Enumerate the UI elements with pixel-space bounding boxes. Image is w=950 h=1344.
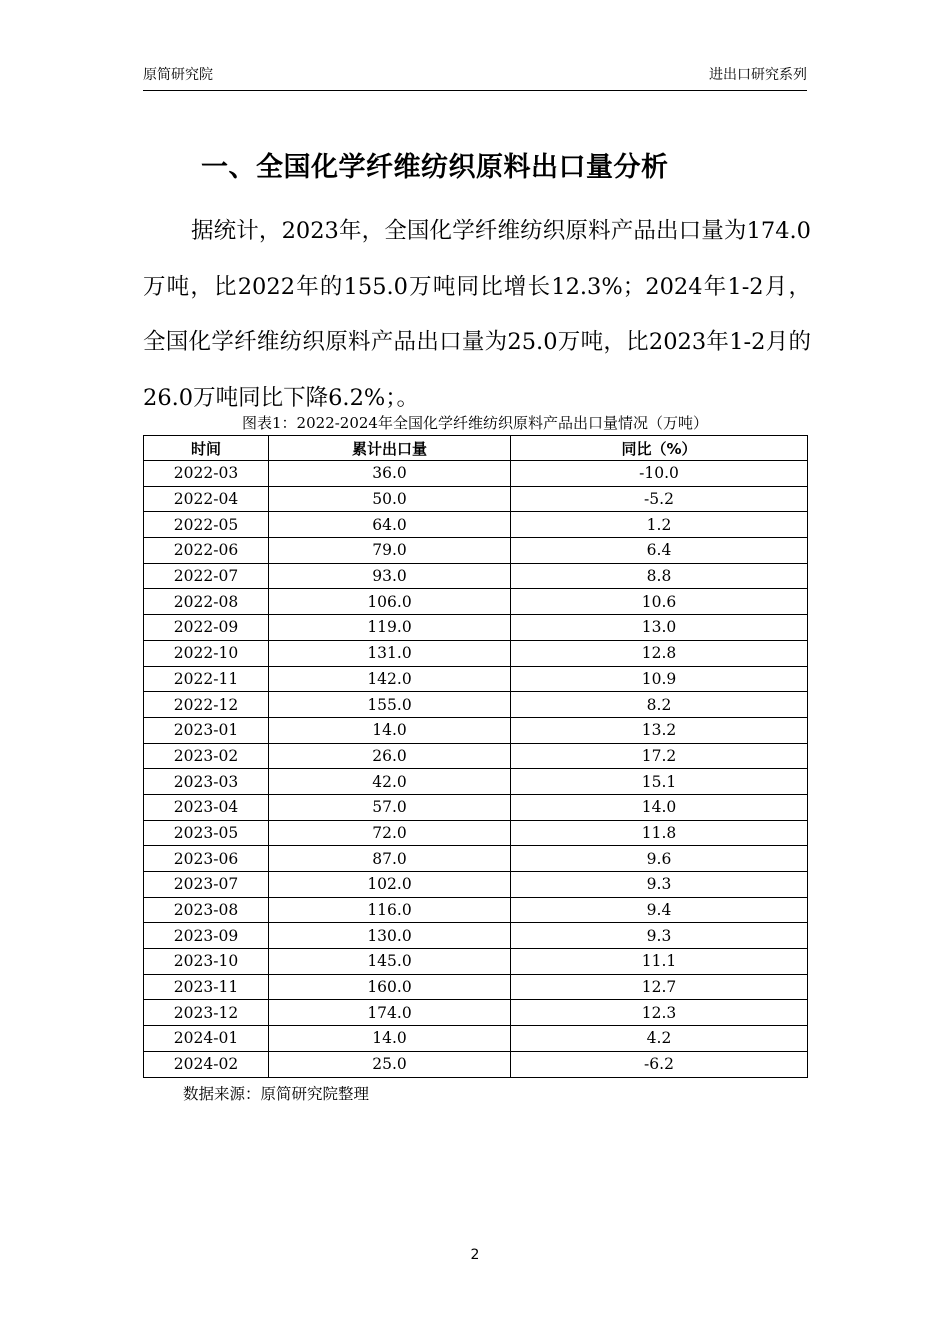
table-row — [144, 538, 808, 564]
table-caption: 图表1：2022-2024年全国化学纤维纺织原料产品出口量情况（万吨） — [242, 414, 708, 432]
table-row — [144, 846, 808, 872]
cell-time: 2022-04 — [144, 486, 269, 512]
cell-time: 2022-12 — [144, 692, 269, 718]
cell-yoy: 9.3 — [511, 923, 808, 949]
table-row — [144, 872, 808, 898]
header-cumulative-export: 累计出口量 — [269, 436, 511, 461]
cell-time: 2023-12 — [144, 1000, 269, 1026]
cell-cumulative-export: 50.0 — [269, 486, 511, 512]
cell-time: 2023-03 — [144, 769, 269, 795]
table-row — [144, 666, 808, 692]
cell-cumulative-export: 93.0 — [269, 563, 511, 589]
cell-time: 2023-02 — [144, 743, 269, 769]
table-row — [144, 1026, 808, 1052]
cell-time: 2022-03 — [144, 461, 269, 487]
table-row — [144, 717, 808, 743]
table-row — [144, 1000, 808, 1026]
table-row — [144, 589, 808, 615]
cell-yoy: 14.0 — [511, 794, 808, 820]
cell-time: 2022-05 — [144, 512, 269, 538]
cell-yoy: 8.2 — [511, 692, 808, 718]
table-row — [144, 563, 808, 589]
cell-yoy: 9.3 — [511, 872, 808, 898]
cell-cumulative-export: 87.0 — [269, 846, 511, 872]
header-org-name: 原简研究院 — [143, 67, 213, 83]
cell-time: 2024-02 — [144, 1051, 269, 1077]
cell-yoy: 9.4 — [511, 897, 808, 923]
cell-time: 2023-01 — [144, 717, 269, 743]
cell-cumulative-export: 25.0 — [269, 1051, 511, 1077]
table-row — [144, 897, 808, 923]
cell-time: 2024-01 — [144, 1026, 269, 1052]
cell-yoy: 1.2 — [511, 512, 808, 538]
cell-time: 2023-06 — [144, 846, 269, 872]
cell-yoy: 13.2 — [511, 717, 808, 743]
cell-time: 2022-11 — [144, 666, 269, 692]
cell-time: 2023-05 — [144, 820, 269, 846]
table-row — [144, 1051, 808, 1077]
cell-time: 2023-07 — [144, 872, 269, 898]
cell-yoy: 11.8 — [511, 820, 808, 846]
header-time: 时间 — [144, 436, 269, 461]
cell-cumulative-export: 64.0 — [269, 512, 511, 538]
section-title: 一、全国化学纤维纺织原料出口量分析 — [201, 152, 669, 183]
cell-time: 2022-07 — [144, 563, 269, 589]
cell-yoy: 4.2 — [511, 1026, 808, 1052]
cell-time: 2023-09 — [144, 923, 269, 949]
cell-cumulative-export: 155.0 — [269, 692, 511, 718]
cell-cumulative-export: 174.0 — [269, 1000, 511, 1026]
cell-yoy: 12.8 — [511, 640, 808, 666]
cell-time: 2023-10 — [144, 949, 269, 975]
cell-yoy: 9.6 — [511, 846, 808, 872]
cell-time: 2023-04 — [144, 794, 269, 820]
cell-cumulative-export: 26.0 — [269, 743, 511, 769]
cell-yoy: 12.3 — [511, 1000, 808, 1026]
cell-yoy: 17.2 — [511, 743, 808, 769]
cell-cumulative-export: 106.0 — [269, 589, 511, 615]
page-header — [143, 64, 807, 91]
cell-yoy: -10.0 — [511, 461, 808, 487]
cell-cumulative-export: 72.0 — [269, 820, 511, 846]
table-row — [144, 974, 808, 1000]
cell-yoy: 8.8 — [511, 563, 808, 589]
table-body — [144, 461, 808, 1078]
cell-yoy: -5.2 — [511, 486, 808, 512]
cell-cumulative-export: 42.0 — [269, 769, 511, 795]
cell-time: 2022-06 — [144, 538, 269, 564]
cell-cumulative-export: 142.0 — [269, 666, 511, 692]
table-row — [144, 692, 808, 718]
cell-yoy: 11.1 — [511, 949, 808, 975]
table-row — [144, 769, 808, 795]
cell-cumulative-export: 36.0 — [269, 461, 511, 487]
body-paragraph: 据统计，2023年，全国化学纤维纺织原料产品出口量为174.0万吨，比2022年的155.0万吨同比增长12.3%；2024年1-2月，全国化学纤维纺织原料产品出口量为25.0万吨，比2023年1-2月的26.0万吨同比下降6.2%；。 — [143, 218, 811, 411]
table-row — [144, 949, 808, 975]
table-row — [144, 923, 808, 949]
cell-time: 2022-08 — [144, 589, 269, 615]
table-row — [144, 743, 808, 769]
table-row — [144, 640, 808, 666]
cell-time: 2023-11 — [144, 974, 269, 1000]
table-row — [144, 820, 808, 846]
cell-time: 2022-09 — [144, 615, 269, 641]
page-number: 2 — [470, 1247, 480, 1263]
cell-cumulative-export: 119.0 — [269, 615, 511, 641]
table-row — [144, 461, 808, 487]
cell-yoy: 15.1 — [511, 769, 808, 795]
cell-cumulative-export: 145.0 — [269, 949, 511, 975]
source-note: 数据来源：原简研究院整理 — [183, 1085, 370, 1103]
cell-cumulative-export: 130.0 — [269, 923, 511, 949]
export-volume-table — [143, 435, 808, 1078]
header-series-name: 进出口研究系列 — [709, 67, 807, 83]
cell-yoy: 10.9 — [511, 666, 808, 692]
cell-cumulative-export: 14.0 — [269, 1026, 511, 1052]
table-header-row — [144, 436, 808, 461]
cell-cumulative-export: 160.0 — [269, 974, 511, 1000]
table-row — [144, 486, 808, 512]
cell-cumulative-export: 102.0 — [269, 872, 511, 898]
header-yoy: 同比（%） — [511, 436, 808, 461]
cell-yoy: 13.0 — [511, 615, 808, 641]
cell-cumulative-export: 14.0 — [269, 717, 511, 743]
cell-yoy: 6.4 — [511, 538, 808, 564]
table-row — [144, 512, 808, 538]
cell-yoy: 10.6 — [511, 589, 808, 615]
cell-yoy: 12.7 — [511, 974, 808, 1000]
cell-cumulative-export: 131.0 — [269, 640, 511, 666]
cell-cumulative-export: 116.0 — [269, 897, 511, 923]
cell-cumulative-export: 79.0 — [269, 538, 511, 564]
cell-cumulative-export: 57.0 — [269, 794, 511, 820]
table-row — [144, 615, 808, 641]
table-row — [144, 794, 808, 820]
cell-time: 2022-10 — [144, 640, 269, 666]
cell-yoy: -6.2 — [511, 1051, 808, 1077]
cell-time: 2023-08 — [144, 897, 269, 923]
